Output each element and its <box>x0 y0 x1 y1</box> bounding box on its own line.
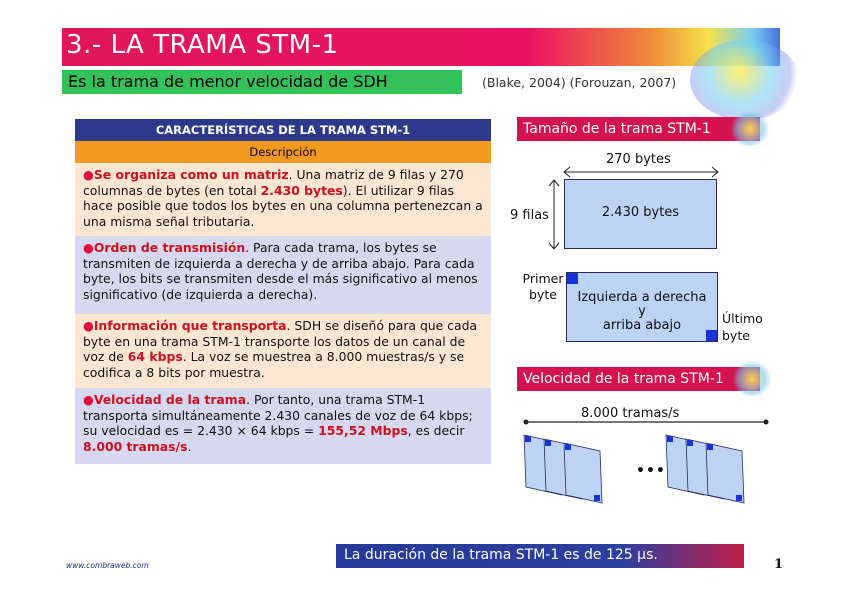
order-line: Izquierda a derecha <box>577 290 707 305</box>
row-text: . Por tanto, una trama STM-1 transporta simultáneamente 2.430 canales de voz de 64 kbps; su velocidad es = 2.430 × 64 kbps = <box>83 392 473 439</box>
row-text: . Para cada trama, los bytes se transmiten de izquierda a derecha y de arriba abajo. Para cada byte, los bits se transmiten desde el más significativo al menos significativo (de izquierda a derecha). <box>83 240 478 302</box>
row-highlight: 64 kbps <box>127 349 183 365</box>
row-heading: Información que transporta <box>93 318 287 333</box>
width-arrow-icon <box>560 166 722 178</box>
decorative-glow <box>690 40 800 120</box>
row-text: , es decir <box>407 423 465 439</box>
frame-order-box <box>566 272 718 342</box>
frame-matrix <box>564 179 717 249</box>
rows-label: 9 filas <box>510 208 549 223</box>
decorative-glow <box>730 112 770 146</box>
bullet-icon: ● <box>83 392 94 407</box>
row-text: ). El utilizar 9 filas hace posible que todos los bytes en una columna pertenezcan a una misma señal tributaria. <box>83 182 483 229</box>
bullet-icon: ● <box>83 167 94 182</box>
frame-rate-label: 8.000 tramas/s <box>581 406 680 421</box>
bullet-icon: ● <box>83 318 94 333</box>
row-text: . SDH se diseñó para que cada byte en una trama STM-1 transporte los datos de un canal de voz de <box>83 318 478 365</box>
characteristics-table <box>75 119 491 464</box>
row-heading: Orden de transmisión <box>93 240 246 255</box>
table-row <box>75 388 491 464</box>
table-header: CARACTERÍSTICAS DE LA TRAMA STM-1 <box>75 119 491 141</box>
row-heading: Velocidad de la trama <box>93 392 247 407</box>
slide-subtitle: Es la trama de menor velocidad de SDH <box>68 72 388 91</box>
height-arrow-icon <box>548 177 560 252</box>
last-byte-label: Último byte <box>722 311 763 343</box>
first-byte-marker <box>567 273 578 284</box>
first-byte-label: Primer byte <box>522 271 564 302</box>
table-row <box>75 314 491 388</box>
bullet-icon: ● <box>83 240 94 255</box>
columns-label: 270 bytes <box>606 152 671 167</box>
frame-total: 2.430 bytes <box>601 205 680 220</box>
row-highlight: 2.430 bytes <box>260 182 343 198</box>
page-number: 1 <box>774 557 784 572</box>
slide-title: 3.- LA TRAMA STM-1 <box>66 30 339 60</box>
order-line: y <box>638 304 646 319</box>
footer-note: La duración de la trama STM-1 es de 125 µs. <box>344 547 658 563</box>
row-heading: Se organiza como un matriz <box>93 167 289 182</box>
website-url[interactable]: www.combraweb.com <box>66 561 149 570</box>
row-highlight: 8.000 tramas/s <box>83 438 188 454</box>
row-text: . <box>187 438 192 454</box>
row-text: . La voz se muestrea a 8.000 muestras/s y se codifica a 8 bits por muestra. <box>83 349 465 380</box>
row-text: . Una matriz de 9 filas y 270 columnas de bytes (en total <box>83 167 464 198</box>
section-label-size: Tamaño de la trama STM-1 <box>517 117 760 141</box>
ellipsis: ••• <box>636 463 666 479</box>
section-label-speed: Velocidad de la trama STM-1 <box>517 367 760 391</box>
order-line: arriba abajo <box>602 318 682 333</box>
row-highlight: 155,52 Mbps <box>318 423 408 439</box>
decorative-glow <box>732 362 772 396</box>
table-row <box>75 163 491 236</box>
citation: (Blake, 2004) (Forouzan, 2007) <box>482 75 677 90</box>
table-row <box>75 236 491 314</box>
table-column-header: Descripción <box>75 141 491 163</box>
